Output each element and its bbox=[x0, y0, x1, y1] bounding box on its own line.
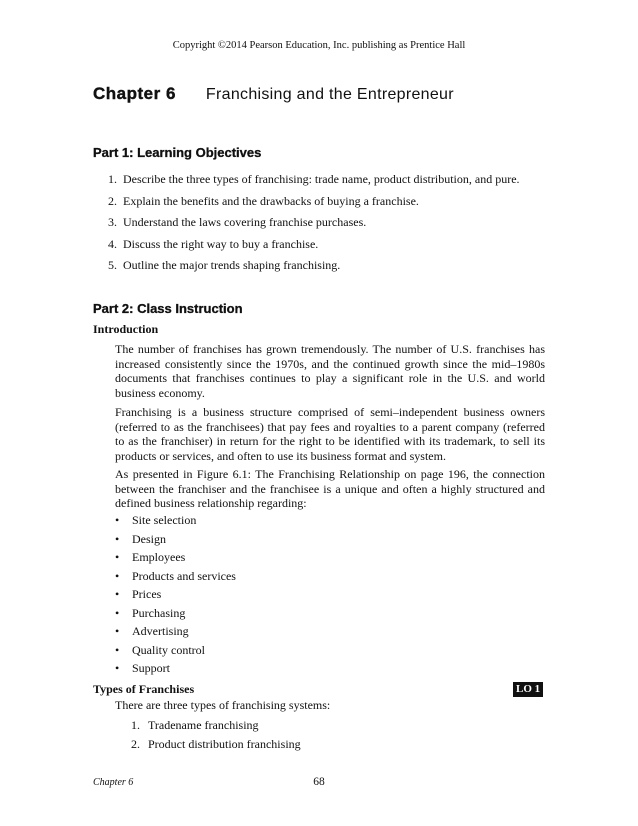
objective-text: Outline the major trends shaping franchising. bbox=[123, 258, 341, 273]
list-item bbox=[115, 605, 236, 624]
list-item bbox=[108, 214, 520, 236]
list-item bbox=[115, 531, 236, 550]
types-of-franchises-heading: Types of Franchises bbox=[93, 682, 195, 696]
bullet-icon: • bbox=[115, 513, 120, 527]
list-item bbox=[131, 717, 301, 736]
list-item bbox=[108, 236, 520, 258]
bullet-icon: • bbox=[115, 587, 120, 601]
objective-number: 1. bbox=[108, 172, 117, 186]
types-intro-text: There are three types of franchising systems: bbox=[115, 698, 331, 712]
list-item bbox=[131, 736, 301, 755]
introduction-heading: Introduction bbox=[93, 322, 159, 336]
footer-chapter-label: Chapter 6 bbox=[93, 777, 134, 788]
chapter-heading bbox=[93, 84, 454, 104]
type-text: Product distribution franchising bbox=[148, 737, 301, 751]
list-item bbox=[108, 257, 520, 279]
bullet-icon: • bbox=[115, 568, 120, 583]
bullet-text: Design bbox=[132, 531, 166, 546]
objective-text: Understand the laws covering franchise purchases. bbox=[123, 215, 367, 230]
objective-number: 2. bbox=[108, 193, 117, 208]
intro-paragraph-1: The number of franchises has grown tremendously. The number of U.S. franchises has increased consistently since the 1970s, and the continued growth since the mid–1980s documents that franchises continues to play a significant role in the U.S. and world business economy. bbox=[115, 342, 545, 400]
list-item bbox=[115, 512, 236, 531]
bullet-text: Employees bbox=[132, 550, 186, 564]
bullet-icon: • bbox=[115, 605, 120, 620]
list-item bbox=[108, 193, 520, 215]
intro-paragraph-3: As presented in Figure 6.1: The Franchising Relationship on page 196, the connection between the franchiser and the franchisee is a unique and often a highly structured and defined business relationship regarding: bbox=[115, 467, 545, 510]
objective-text: Describe the three types of franchising: trade name, product distribution, and pure. bbox=[123, 172, 520, 186]
chapter-label: Chapter 6 bbox=[93, 84, 176, 103]
bullet-text: Quality control bbox=[132, 642, 205, 657]
objective-number: 4. bbox=[108, 236, 117, 251]
relationship-bullet-list bbox=[115, 512, 236, 679]
page-number: 68 bbox=[313, 776, 325, 788]
learning-objectives-list bbox=[108, 171, 520, 279]
bullet-icon: • bbox=[115, 550, 120, 564]
list-item bbox=[115, 623, 236, 642]
list-item bbox=[115, 568, 236, 587]
bullet-icon: • bbox=[115, 624, 120, 638]
intro-paragraph-2: Franchising is a business structure comprised of semi–independent business owners (referred to as the franchisees) that pay fees and royalties to a parent company (referred to as the franchiser) in return for the right to be identified with its trademark, to sell its products or services, and often to use its business format and system. bbox=[115, 405, 545, 463]
objective-number: 5. bbox=[108, 258, 117, 273]
objective-text: Discuss the right way to buy a franchise. bbox=[123, 236, 319, 251]
type-number: 2. bbox=[131, 737, 140, 751]
list-item bbox=[115, 586, 236, 605]
objective-number: 3. bbox=[108, 215, 117, 230]
list-item bbox=[115, 642, 236, 661]
type-number: 1. bbox=[131, 718, 140, 732]
list-item bbox=[115, 549, 236, 568]
list-item bbox=[108, 171, 520, 193]
part1-heading: Part 1: Learning Objectives bbox=[93, 145, 262, 160]
bullet-text: Support bbox=[132, 661, 171, 675]
bullet-text: Site selection bbox=[132, 513, 197, 527]
bullet-text: Purchasing bbox=[132, 605, 186, 620]
bullet-text: Products and services bbox=[132, 568, 236, 583]
learning-objective-badge: LO 1 bbox=[513, 682, 543, 697]
franchise-types-list bbox=[131, 717, 301, 755]
bullet-text: Prices bbox=[132, 587, 162, 601]
part2-heading: Part 2: Class Instruction bbox=[93, 301, 243, 316]
type-text: Tradename franchising bbox=[148, 718, 259, 732]
bullet-icon: • bbox=[115, 531, 120, 546]
bullet-icon: • bbox=[115, 642, 120, 657]
objective-text: Explain the benefits and the drawbacks of buying a franchise. bbox=[123, 193, 419, 208]
list-item bbox=[115, 660, 236, 679]
bullet-icon: • bbox=[115, 661, 120, 675]
copyright-notice: Copyright ©2014 Pearson Education, Inc. publishing as Prentice Hall bbox=[172, 40, 466, 51]
chapter-title: Franchising and the Entrepreneur bbox=[205, 86, 454, 103]
bullet-text: Advertising bbox=[132, 624, 189, 638]
